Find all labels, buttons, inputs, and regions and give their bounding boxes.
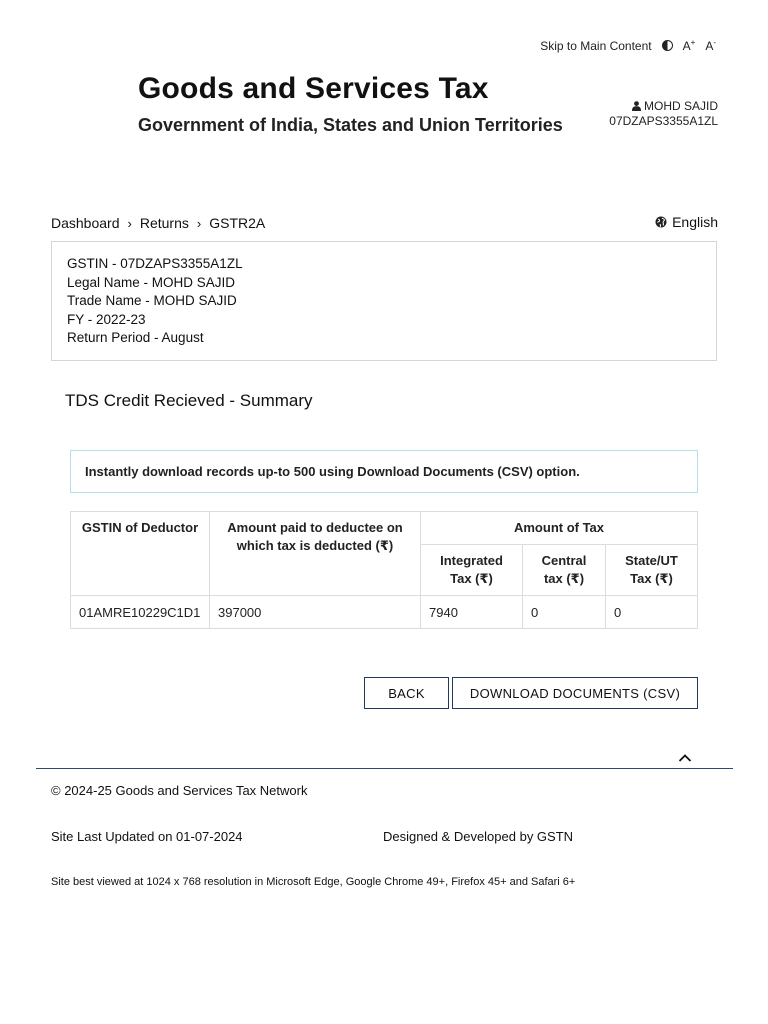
cell-state: 0 [606, 596, 698, 629]
font-increase-sup: + [690, 38, 696, 47]
header-central-tax: Central tax (₹) [523, 545, 606, 596]
user-icon [632, 101, 641, 111]
header-amount-of-tax: Amount of Tax [421, 512, 698, 545]
breadcrumb [51, 215, 265, 231]
footer-divider [36, 768, 733, 769]
site-subtitle: Government of India, States and Union Territories [138, 115, 563, 135]
language-selector[interactable] [655, 214, 718, 230]
header-state-ut-tax: State/UT Tax (₹) [606, 545, 698, 596]
info-gstin: GSTIN - 07DZAPS3355A1ZL [67, 256, 243, 271]
user-info[interactable] [609, 99, 718, 129]
font-decrease-button[interactable] [705, 38, 716, 53]
footer-last-updated: Site Last Updated on 01-07-2024 [51, 829, 243, 844]
user-gstin: 07DZAPS3355A1ZL [609, 114, 718, 128]
info-return-period: Return Period - August [67, 330, 204, 345]
font-increase-label: A [682, 39, 691, 53]
site-title: Goods and Services Tax [138, 72, 489, 105]
user-name: MOHD SAJID [643, 99, 718, 113]
header-gstin-deductor: GSTIN of Deductor [71, 512, 210, 596]
cell-gstin: 01AMRE10229C1D1 [71, 596, 210, 629]
taxpayer-info-box [51, 241, 717, 361]
section-title: TDS Credit Recieved - Summary [65, 391, 313, 410]
chevron-up-icon[interactable] [677, 750, 693, 766]
header-amount-paid: Amount paid to deductee on which tax is deducted (₹) [210, 512, 421, 596]
globe-icon [655, 216, 667, 228]
tds-summary-table [70, 511, 698, 629]
footer-designed-by: Designed & Developed by GSTN [383, 829, 574, 844]
info-fy: FY - 2022-23 [67, 311, 146, 327]
footer-copyright: © 2024-25 Goods and Services Tax Network [51, 783, 308, 798]
breadcrumb-gstr2a: GSTR2A [209, 215, 266, 231]
cell-central: 0 [523, 596, 606, 629]
breadcrumb-returns[interactable]: Returns [139, 215, 189, 231]
info-alert: Instantly download records up-to 500 using Download Documents (CSV) option. [70, 450, 698, 493]
footer-best-viewed: Site best viewed at 1024 x 768 resolution in Microsoft Edge, Google Chrome 49+, Firefox 45+ and Safari 6+ [51, 876, 576, 888]
skip-to-main-content-link[interactable]: Skip to Main Content [540, 38, 652, 53]
font-decrease-label: A [705, 39, 714, 53]
table-row [71, 596, 698, 629]
language-label: English [672, 214, 718, 230]
back-button[interactable]: BACK [364, 677, 449, 709]
download-csv-button[interactable]: DOWNLOAD DOCUMENTS (CSV) [452, 677, 698, 709]
font-decrease-sup: - [713, 38, 716, 47]
cell-amount: 397000 [210, 596, 421, 629]
info-trade-name: Trade Name - MOHD SAJID [67, 293, 237, 308]
font-increase-button[interactable] [683, 38, 696, 53]
chevron-right-icon: › [196, 215, 202, 231]
breadcrumb-dashboard[interactable]: Dashboard [51, 215, 120, 231]
header-integrated-tax: Integrated Tax (₹) [421, 545, 523, 596]
info-legal-name: Legal Name - MOHD SAJID [67, 274, 236, 290]
contrast-icon[interactable] [662, 40, 673, 51]
utility-bar [540, 38, 716, 53]
cell-integrated: 7940 [421, 596, 523, 629]
chevron-right-icon: › [127, 215, 132, 231]
